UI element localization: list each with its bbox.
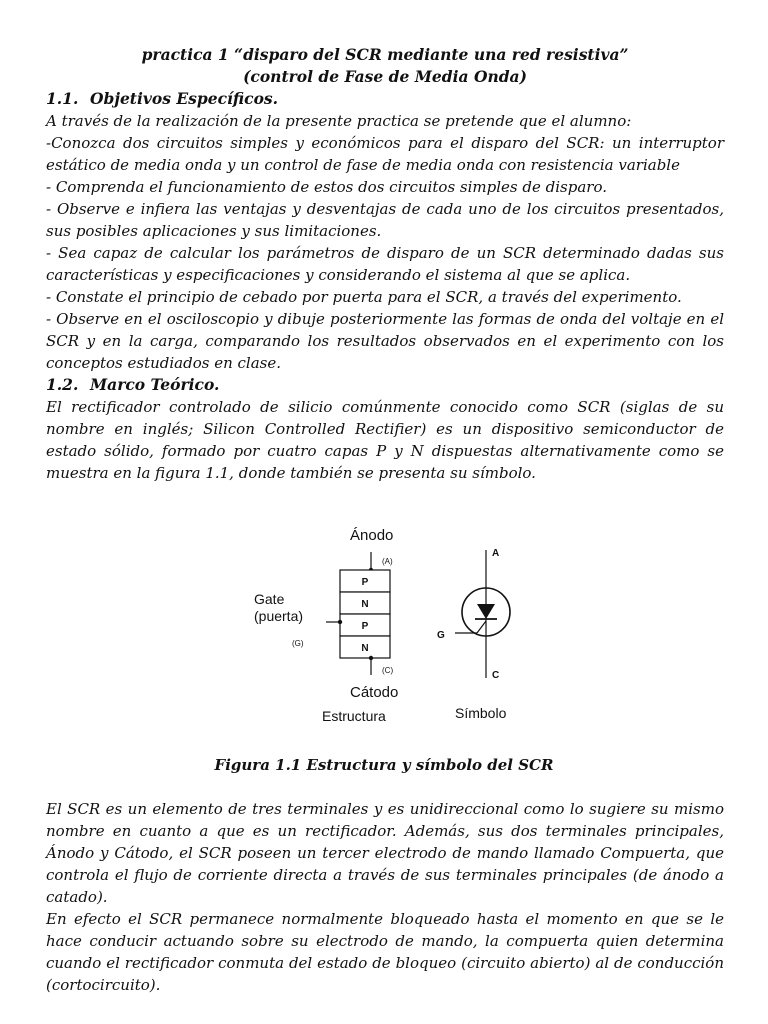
title-line-2: (control de Fase de Media Onda) xyxy=(243,67,527,86)
anodo-tag: (A) xyxy=(382,557,393,566)
paragraph: A través de la realización de la presente practica se pretende que el alumno: xyxy=(46,112,632,130)
paragraph: - Observe en el osciloscopio y dibuje posteriormente las formas de onda del voltaje en el SCR y en la carga, comparando los resultados observados en el experimento con los conceptos estudiados en clase. xyxy=(46,310,724,372)
section-number: 1.1. xyxy=(46,89,79,108)
anodo-label: Ánodo xyxy=(350,527,394,544)
gate-dot xyxy=(338,620,342,624)
document-page-continued xyxy=(46,798,724,996)
layer-label: P xyxy=(361,577,369,588)
catodo-tag: (C) xyxy=(382,666,394,675)
paragraph: En efecto el SCR permanece normalmente bloqueado hasta el momento en que se le hace conducir actuando sobre su electrodo de mando, la compuerta quien determina cuando el rectificador conmuta del estado de bloqueo (circuito abierto) al de conducción (cortocircuito). xyxy=(46,910,724,994)
figure-caption: Figura 1.1 Estructura y símbolo del SCR xyxy=(214,756,554,774)
layer-label: P xyxy=(361,621,369,632)
layer-label: N xyxy=(361,643,369,654)
symbol-g-label: G xyxy=(437,630,445,641)
estructura-label: Estructura xyxy=(322,708,386,724)
section-number: 1.2. xyxy=(46,375,79,394)
gate-tag: (G) xyxy=(292,639,304,648)
symbol-gate-lead-d xyxy=(477,621,486,633)
document-title xyxy=(46,44,724,88)
layer-label: N xyxy=(361,599,369,610)
symbol-a-label: A xyxy=(492,548,500,559)
section-heading-marco-teorico xyxy=(46,374,724,396)
paragraph: - Constate el principio de cebado por puerta para el SCR, a través del experimento. xyxy=(46,288,682,306)
paragraph: El SCR es un elemento de tres terminales y es unidireccional como lo sugiere su mismo nombre en cuanto a que es un rectificador. Además, sus dos terminales principales, Ánodo y Cátodo, el SCR poseen un tercer electrodo de mando llamado Compuerta, que controla el flujo de corriente directa a través de sus terminales principales (de ánodo a catado). xyxy=(46,800,724,906)
section-title: Marco Teórico. xyxy=(90,375,220,394)
symbol-c-label: C xyxy=(492,670,500,681)
section-title: Objetivos Específicos. xyxy=(90,89,279,108)
catodo-label: Cátodo xyxy=(350,684,399,701)
section-heading-objetivos xyxy=(46,88,724,110)
paragraph: - Comprenda el funcionamiento de estos dos circuitos simples de disparo. xyxy=(46,178,607,196)
puerta-label: (puerta) xyxy=(254,608,304,624)
document-page xyxy=(46,44,724,484)
gate-label: Gate xyxy=(254,591,285,607)
paragraph: -Conozca dos circuitos simples y económicos para el disparo del SCR: un interruptor estático de media onda y un control de fase de media onda con resistencia variable xyxy=(46,134,724,174)
symbol-diode-triangle xyxy=(477,604,495,619)
paragraph: El rectificador controlado de silicio comúnmente conocido como SCR (siglas de su nombre en inglés; Silicon Controlled Rectifier) es un dispositivo semiconductor de estado sólido, formado por cuatro capas P y N dispuestas alternativamente como se muestra en la figura 1.1, donde también se presenta su símbolo. xyxy=(46,398,724,482)
simbolo-label: Símbolo xyxy=(455,705,507,721)
scr-figure xyxy=(230,520,550,730)
paragraph: - Sea capaz de calcular los parámetros de disparo de un SCR determinado dadas sus características y especificaciones y considerando el sistema al que se aplica. xyxy=(46,244,724,284)
title-line-1: practica 1 “disparo del SCR mediante una red resistiva” xyxy=(141,45,629,64)
scr-diagram xyxy=(230,520,550,730)
paragraph: - Observe e infiera las ventajas y desventajas de cada uno de los circuitos presentados, sus posibles aplicaciones y sus limitaciones. xyxy=(46,200,724,240)
